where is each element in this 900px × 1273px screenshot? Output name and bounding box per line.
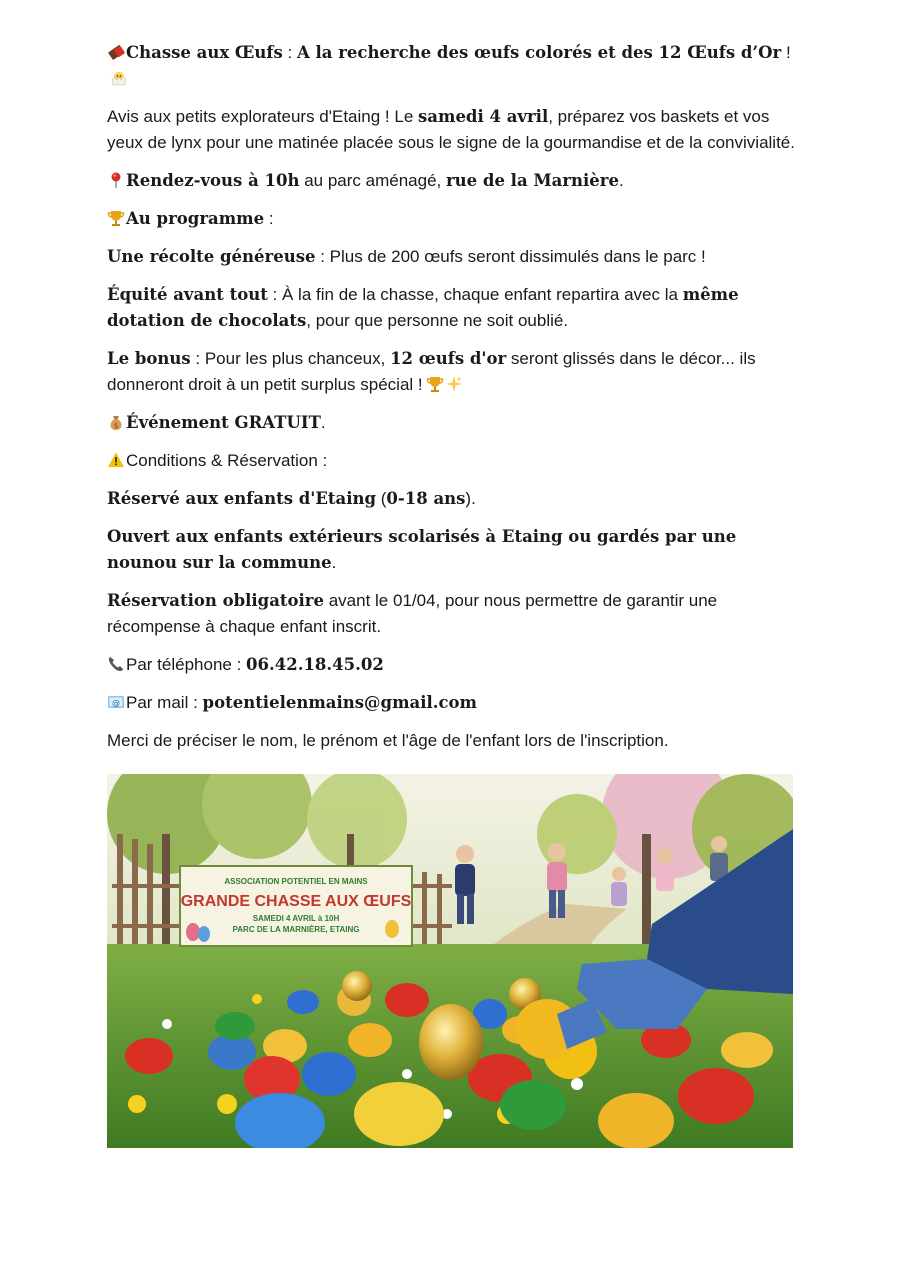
banner-line-2: GRANDE CHASSE AUX ŒUFS [180,893,412,910]
recolte-line: Une récolte généreuse : Plus de 200 œufs seront dissimulés dans le parc ! [107,247,706,266]
sparkles-icon [445,375,463,393]
phone-icon [107,655,125,673]
trophy-icon [107,209,125,227]
ouvert-line: Ouvert aux enfants extérieurs scolarisés à Etaing ou gardés par une nounou sur la commune. [107,527,737,572]
chocolate-icon [107,43,125,61]
svg-text:$: $ [113,422,119,430]
title-right: A la recherche des œufs colorés et des 12 Œufs d’Or [296,43,782,62]
email-address[interactable]: potentielenmains@gmail.com [202,693,478,712]
email-icon [107,693,125,711]
programme-heading: Au programme : [107,206,797,232]
phone-line: Par téléphone : 06.42.18.45.02 [107,652,797,678]
trophy-icon [426,375,444,393]
svg-text:@: @ [112,698,120,708]
reserve-line: Réservé aux enfants d'Etaing (0-18 ans). [107,489,476,508]
title-left: Chasse aux Œufs [126,43,283,62]
conditions-heading: Conditions & Réservation : [107,448,797,474]
warning-icon [107,451,125,469]
chick-icon [110,69,128,87]
banner-line-1: ASSOCIATION POTENTIEL EN MAINS [224,877,368,886]
easter-egg-hunt-photo [107,774,793,1148]
document-body [107,40,797,766]
rdv-line: Rendez-vous à 10h au parc aménagé, rue de la Marnière. [107,168,797,194]
intro-paragraph: Avis aux petits explorateurs d'Etaing ! Le samedi 4 avril, préparez vos baskets et vos yeux de lynx pour une matinée placée sous le signe de la gourmandise et de la convivialité. [107,107,795,152]
mail-line: @ Par mail : potentielenmains@gmail.com [107,690,797,716]
bonus-line: Le bonus : Pour les plus chanceux, 12 œufs d'or seront glissés dans le décor... ils donneront droit à un petit surplus spécial ! [107,349,756,394]
banner-line-3: SAMEDI 4 AVRIL à 10H [252,914,340,923]
reservation-line: Réservation obligatoire avant le 01/04, pour nous permettre de garantir une récompense à chaque enfant inscrit. [107,591,718,636]
golden-egg [419,1004,483,1080]
banner-line-4: PARC DE LA MARNIÈRE, ETAING [232,925,360,934]
equite-line: Équité avant tout : À la fin de la chasse, chaque enfant repartira avec la même dotation de chocolats, pour que personne ne soit oublié. [107,285,739,330]
title-line: Chasse aux Œufs : A la recherche des œufs colorés et des 12 Œufs d’Or ! [107,40,797,92]
money-bag-icon [107,413,125,431]
merci-line: Merci de préciser le nom, le prénom et l'âge de l'enfant lors de l'inscription. [107,731,669,750]
phone-number[interactable]: 06.42.18.45.02 [246,655,384,674]
event-banner [180,866,412,946]
pin-icon [107,171,125,189]
gratuit-line: $ Événement GRATUIT. [107,410,797,436]
